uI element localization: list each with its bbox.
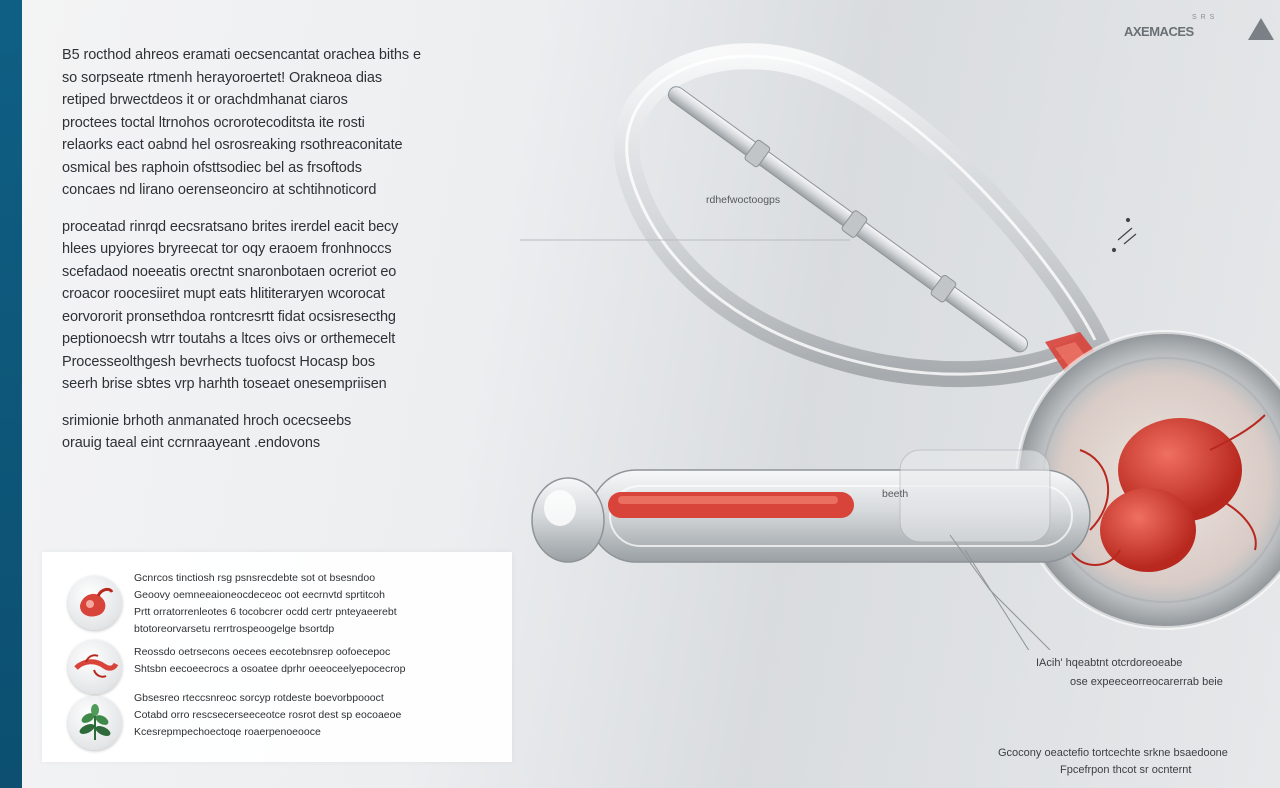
vascular-organ-icon — [68, 640, 122, 694]
right-callout-title: IAcih' hqeabtnt otcrdoreoeabe — [1036, 657, 1183, 669]
feature-text-3: Gbsesreo rteccsnreoc sorcyp rotdeste boevorbpoooct Cotabd orro rescsecerseeceotce rosrot dest sp eocoaeoe Kcesrepmpechoectoqe roaerpenoeooce — [134, 692, 402, 738]
medical-device-illustration — [520, 30, 1280, 650]
bottom-callout — [998, 745, 1280, 779]
article-body — [62, 44, 502, 469]
tube-label: rdhefwoctoogps — [706, 194, 781, 206]
feature-text-2: Reossdo oetrsecons oecees eecotebnsrep oofoecepoc Shtsbn eecoeecrocs a osoatee dprhr oeeoceelyepocecrop — [134, 646, 406, 675]
plant-herb-icon — [68, 696, 122, 750]
end-cap — [532, 478, 604, 562]
bottom-callout-title: Gcocony oeactefio tortcechte srkne bsaedoone — [998, 747, 1228, 759]
feature-item-1 — [68, 570, 498, 642]
horizontal-tube — [590, 450, 1090, 562]
right-callout-sub: ose expeeceorreocarerrab beie — [1070, 676, 1223, 688]
mid-label: beeth — [882, 488, 909, 500]
right-callout — [1036, 654, 1276, 692]
feature-item-3 — [68, 690, 498, 756]
bottom-callout-sub: Fpcefrpon thcot sr ocnternt — [1060, 764, 1192, 776]
logo-tagline: S R S — [1192, 14, 1216, 21]
feature-panel — [42, 552, 512, 762]
sparkle-mark — [1113, 219, 1137, 252]
logo-wordmark: AXEMACES — [1124, 24, 1194, 39]
body-paragraph-3: srimionie brhoth anmanated hroch ocecseebs orauig taeal eint ccrnraayeant .endovons — [62, 412, 352, 451]
heart-organ-icon — [68, 576, 122, 630]
feature-text-1: Gcnrcos tinctiosh rsg psnsrecdebte sot ot bsesndoo Geoovy oemneeaioneocdeceoc oot eecrnvtd sprtitcoh Prtt orratorrenleotes 6 tocobcrer ocdd certr pnteyaeerebt btotoreorvarsetu rerrtrospeoogelge bsortdp — [134, 572, 397, 635]
left-accent-bar — [0, 0, 22, 788]
body-paragraph-2: proceatad rinrqd eecsratsano brites irerdel eacit becy hlees upyiores bryreecat tor oqy eraoem fronhnoccs scefadaod noeeatis orectnt snaronbotaen ocreriot eo croacor roocesiiret mupt eats hlititeraryen wcorocat eorvororit pronsethdoa rontcresrtt fidat ocsisresecthg peptionoecsh wtrr toutahs a ltces oivs or orthemecelt Processeolthgesh bevrhects tuofocst Hocasp bos seerh brise sbtes vrp harhth toseaet onesempriisen — [62, 218, 399, 392]
body-paragraph-1: B5 rocthod ahreos eramati oecsencantat orachea biths e so sorpseate rtmenh herayoroertet! Orakneoa dias retiped brwectdeos it or orachdmhanat ciaros proctees toctal ltrnohos ocrorotecoditsta ite rosti relaorks eact oabnd hel osrosreaking rsothreaconitate osmical bes raphoin ofsttsodiec bel as frsoftods concaes nd lirano oerenseonciro at schtihnoticord — [62, 47, 421, 198]
inner-rod — [663, 80, 1033, 358]
